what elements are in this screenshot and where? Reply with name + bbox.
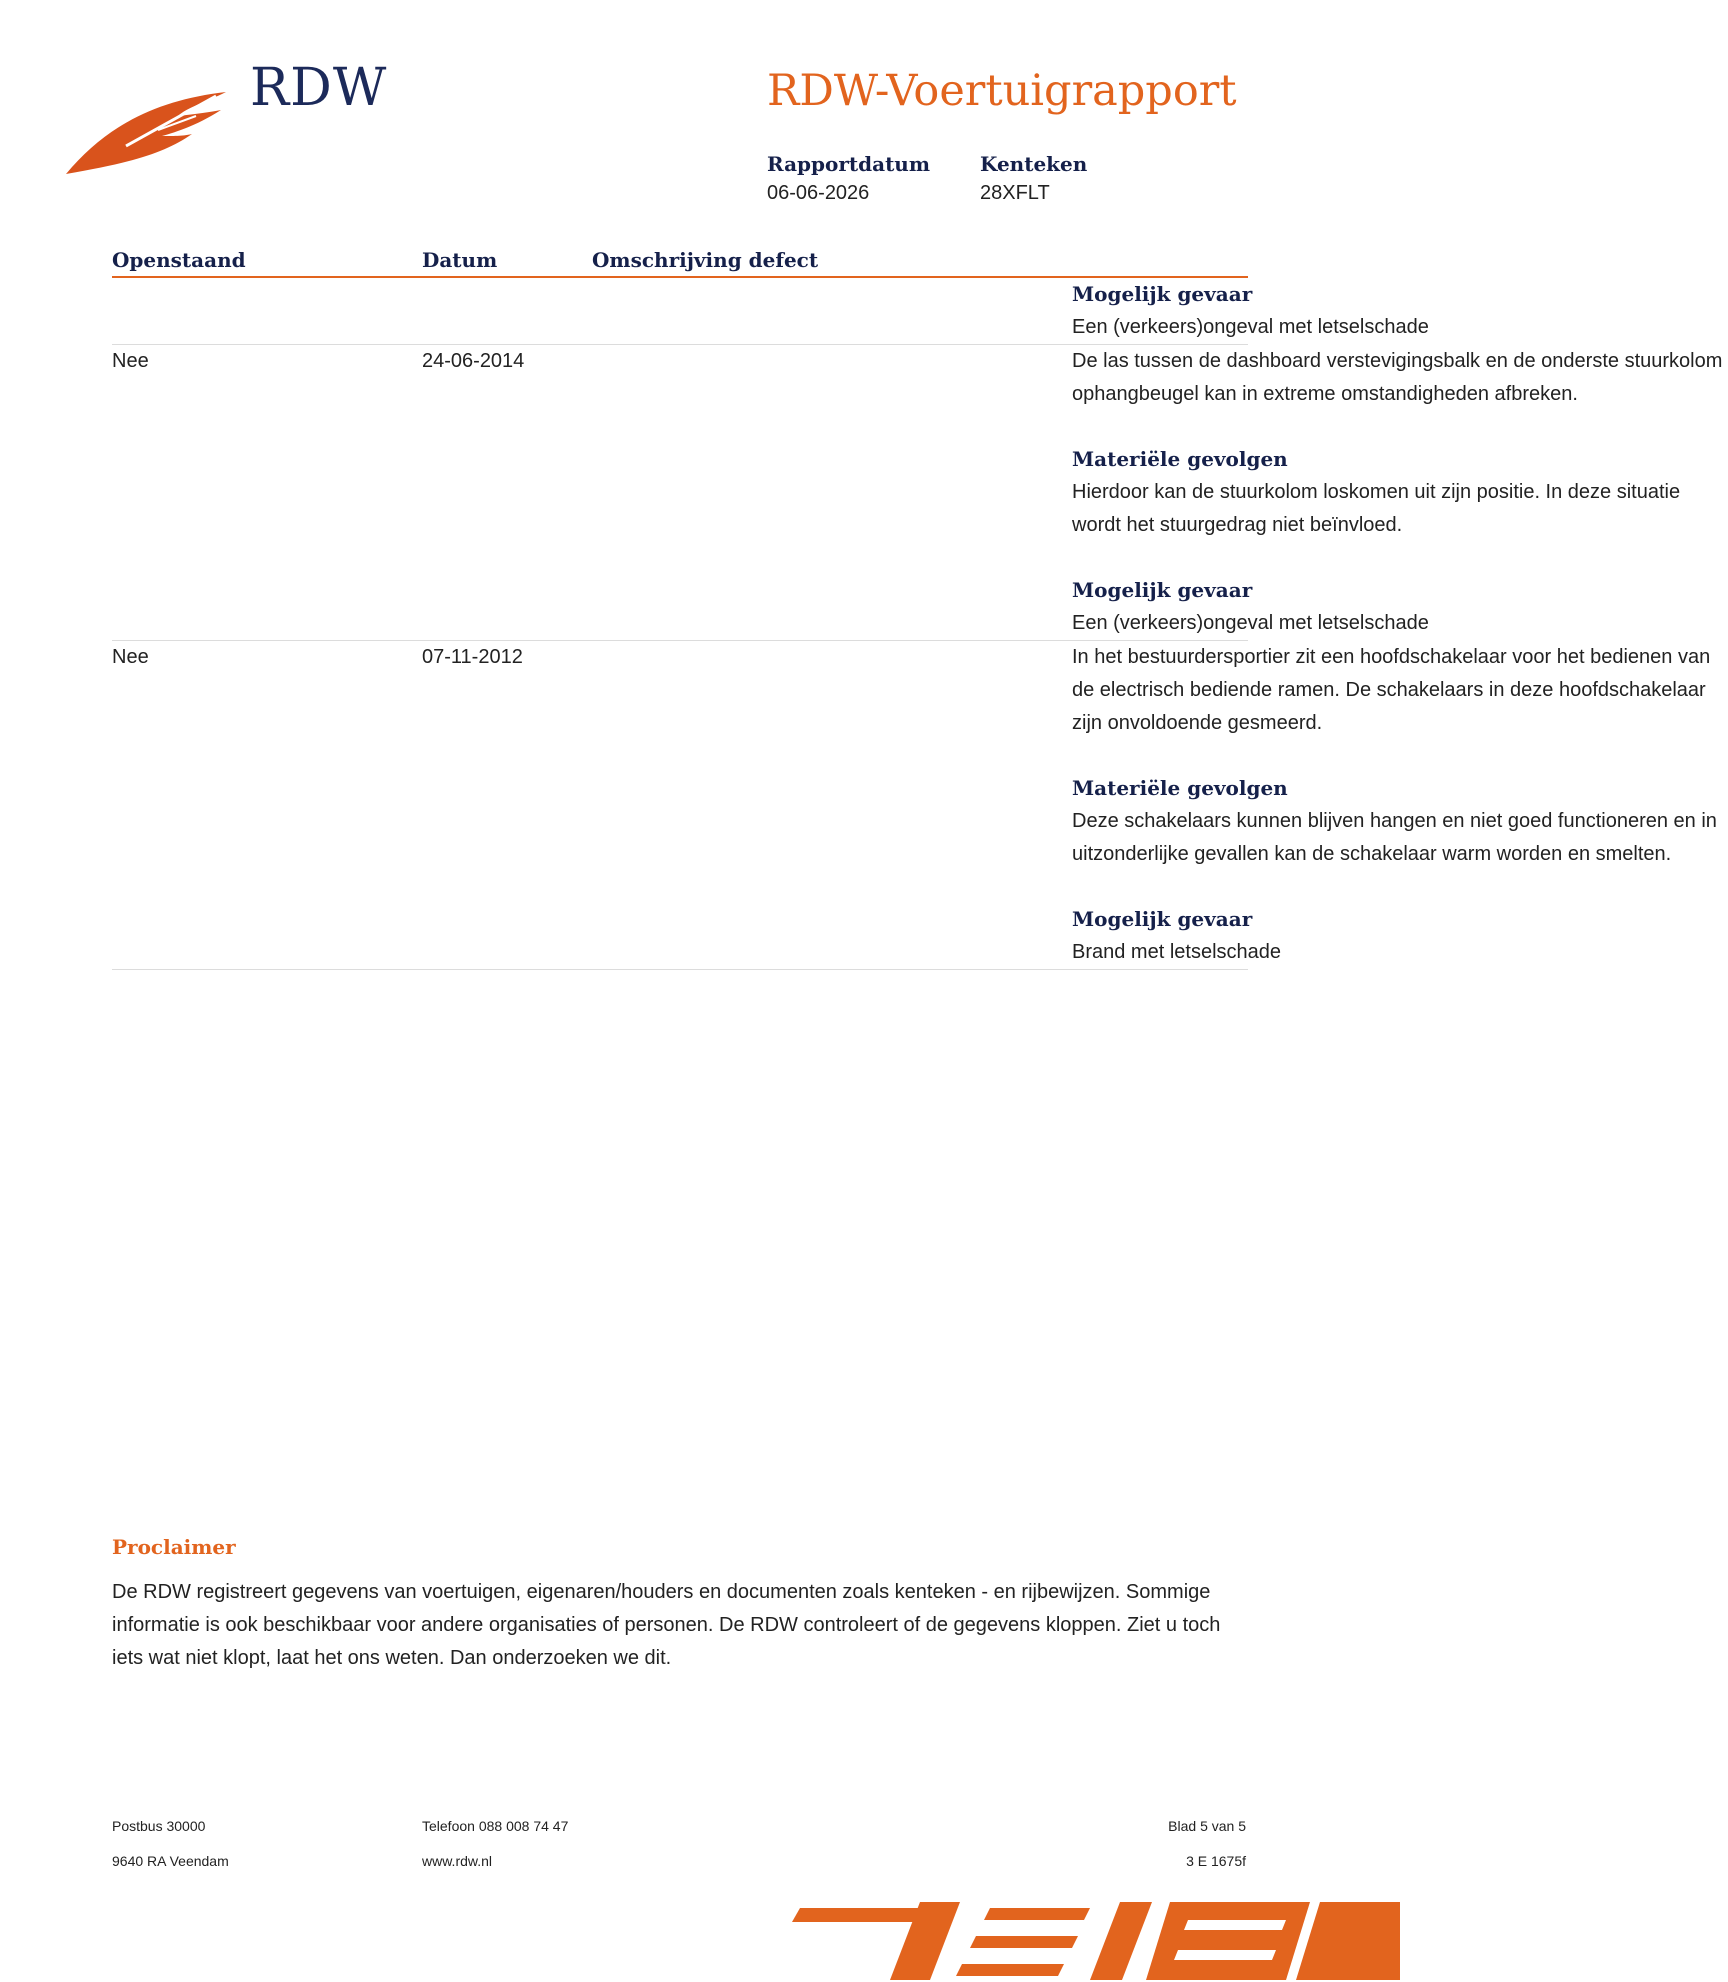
footer-website: www.rdw.nl <box>422 1853 493 1869</box>
section-text: Deze schakelaars kunnen blijven hangen en niet goed functioneren en in uitzonderlijke gevallen kan de schakelaar warm worden en smelten. <box>1072 810 1717 865</box>
column-header-open: Openstaand <box>112 248 246 272</box>
section-title: Mogelijk gevaar <box>1072 282 1253 306</box>
table-row <box>112 345 1723 641</box>
section-text: Hierdoor kan de stuurkolom loskomen uit zijn positie. In deze situatie wordt het stuurgedrag niet beïnvloed. <box>1072 481 1681 536</box>
section-text: Een (verkeers)ongeval met letselschade <box>1072 316 1429 338</box>
report-date-value: 06-06-2026 <box>767 182 870 204</box>
footer-phone: Telefoon 088 008 74 47 <box>422 1818 569 1834</box>
plate-label: Kenteken <box>980 152 1088 176</box>
cell-description <box>1072 641 1728 969</box>
section-text: Een (verkeers)ongeval met letselschade <box>1072 612 1429 634</box>
cell-open: Nee <box>112 646 149 668</box>
rdw-logo-icon <box>66 86 236 176</box>
footer-document-code: 3 E 1675f <box>1186 1853 1246 1869</box>
section-title: Mogelijk gevaar <box>1072 578 1253 602</box>
column-header-description: Omschrijving defect <box>592 248 819 272</box>
cell-date: 07-11-2012 <box>422 646 523 668</box>
cell-date: 24-06-2014 <box>422 350 525 372</box>
proclaimer-title: Proclaimer <box>112 1535 236 1559</box>
cell-description <box>1072 345 1728 640</box>
logo-text: RDW <box>250 58 388 118</box>
proclaimer-text: De RDW registreert gegevens van voertuigen, eigenaren/houders en documenten zoals kenteken - en rijbewijzen. Sommige informatie is ook beschikbaar voor andere organisaties of personen. De RDW controleert of de gegevens kloppen. Ziet u toch iets wat niet klopt, laat het ons weten. Dan onderzoeken we dit. <box>112 1581 1221 1669</box>
report-date-label: Rapportdatum <box>767 152 931 176</box>
section-title: Materiële gevolgen <box>1072 447 1288 471</box>
defects-table <box>112 246 1723 970</box>
cell-open: Nee <box>112 350 149 372</box>
section-text: De las tussen de dashboard verstevigingsbalk en de onderste stuurkolom ophangbeugel kan in extreme omstandigheden afbreken. <box>1072 350 1723 405</box>
column-header-date: Datum <box>422 248 498 272</box>
section-title: Mogelijk gevaar <box>1072 907 1253 931</box>
section-text: In het bestuurdersportier zit een hoofdschakelaar voor het bedienen van de electrisch bediende ramen. De schakelaars in deze hoofdschakelaar zijn onvoldoende gesmeerd. <box>1072 646 1711 734</box>
section-title: Materiële gevolgen <box>1072 776 1288 800</box>
section-text: Brand met letselschade <box>1072 941 1282 963</box>
report-title: RDW-Voertuigrapport <box>767 66 1237 116</box>
footer-page-number: Blad 5 van 5 <box>1168 1818 1246 1834</box>
footer-postbus: Postbus 30000 <box>112 1818 206 1834</box>
plate-value: 28XFLT <box>980 182 1050 204</box>
cell-description <box>1072 278 1728 344</box>
footer-postcode: 9640 RA Veendam <box>112 1853 229 1869</box>
table-row <box>112 278 1429 345</box>
table-header <box>112 246 1248 278</box>
table-row <box>112 641 1717 970</box>
decorative-stripes-graphic <box>790 1900 1400 1982</box>
table-body <box>112 278 1723 970</box>
